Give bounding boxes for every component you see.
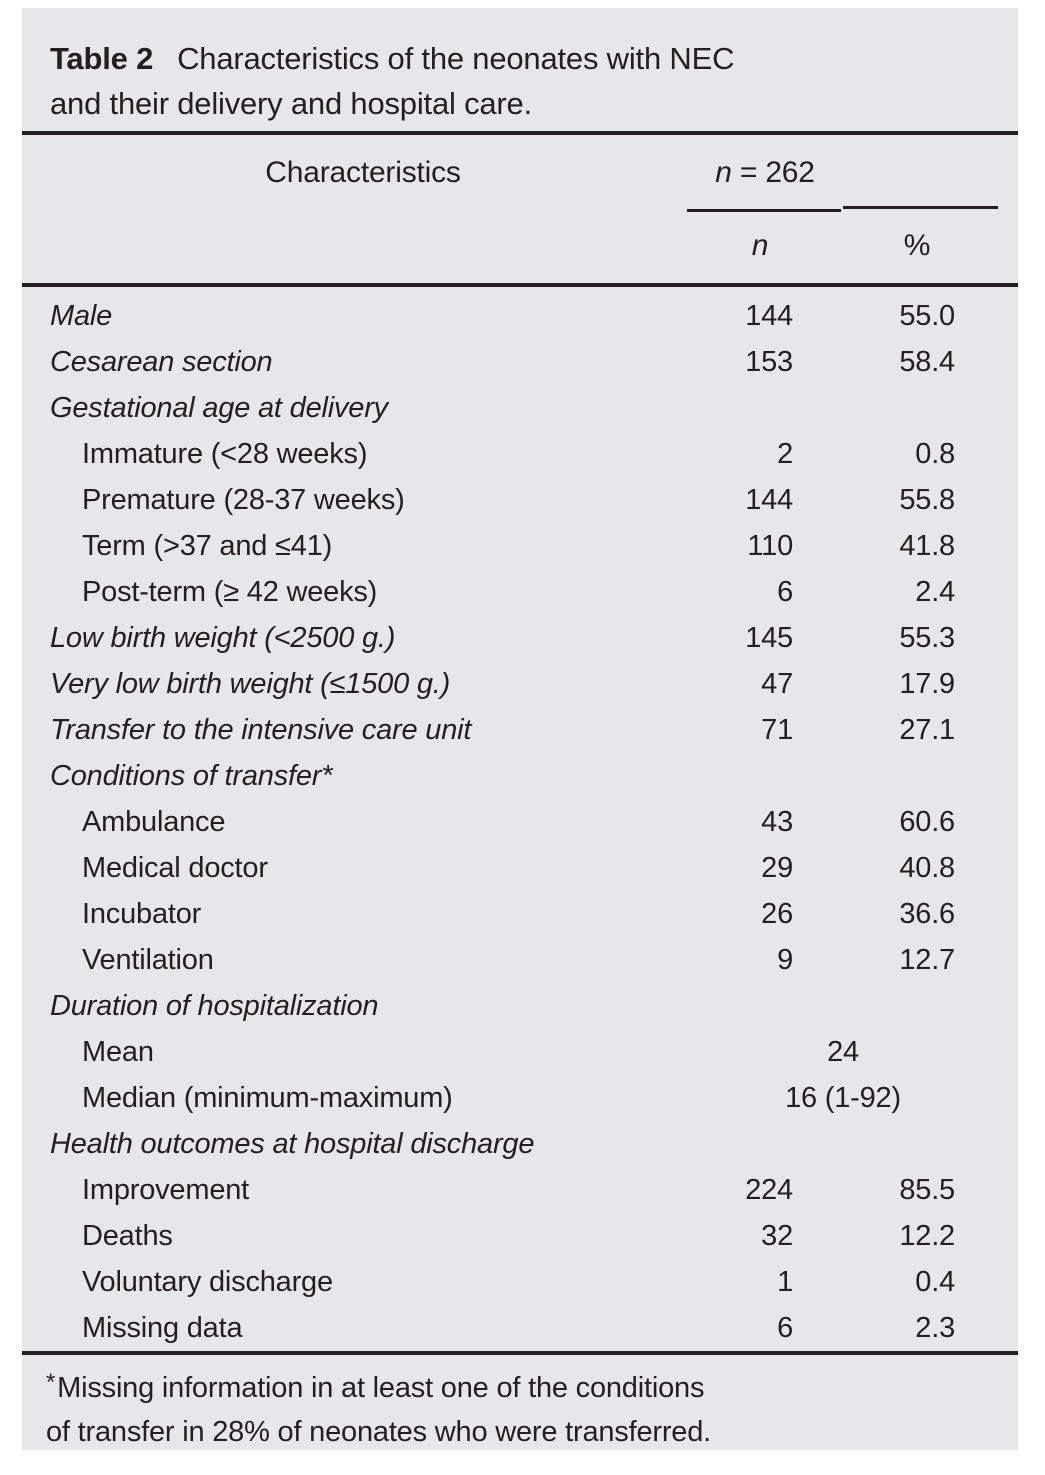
table-row: [22, 615, 1018, 661]
table-row: [22, 661, 1018, 707]
group-header-value: = 262: [731, 156, 815, 189]
caption-text-line2: and their delivery and hospital care.: [50, 86, 533, 121]
table-row: [22, 1305, 1018, 1351]
row-pct-value: 58.4: [899, 346, 955, 378]
row-span-value: 24: [827, 1036, 859, 1068]
row-n-value: 144: [745, 484, 793, 516]
row-pct-value: 27.1: [899, 714, 955, 746]
row-label: Very low birth weight (≤1500 g.): [50, 668, 451, 700]
row-label: Median (minimum-maximum): [82, 1082, 453, 1114]
row-n-value: 9: [777, 944, 793, 976]
row-label: Medical doctor: [82, 852, 268, 884]
row-pct-value: 17.9: [899, 668, 955, 700]
footnote-text-line1: Missing information in at least one of the conditions: [57, 1372, 705, 1404]
table-row: [22, 523, 1018, 569]
row-label: Incubator: [82, 898, 202, 930]
group-underline-left: [687, 209, 841, 212]
row-n-value: [683, 385, 793, 431]
row-pct-value: 12.2: [899, 1220, 955, 1252]
row-pct-value: 12.7: [899, 944, 955, 976]
row-n-value: 224: [745, 1174, 793, 1206]
row-pct-value: 0.4: [915, 1266, 955, 1298]
row-pct-value: 0.8: [915, 438, 955, 470]
row-span-value: 16 (1-92): [785, 1082, 901, 1114]
table-row: [22, 707, 1018, 753]
footnote-asterisk: *: [46, 1369, 56, 1396]
table-row: [22, 1213, 1018, 1259]
row-label: Missing data: [82, 1312, 243, 1344]
caption-line-1: [50, 36, 982, 81]
row-label: Term (>37 and ≤41): [82, 530, 333, 562]
row-pct-value: 85.5: [899, 1174, 955, 1206]
column-group-header-n262: [715, 158, 815, 188]
caption-text-line1: Characteristics of the neonates with NEC: [177, 41, 735, 76]
row-n-value: 43: [761, 806, 793, 838]
row-label: Health outcomes at hospital discharge: [50, 1128, 535, 1160]
row-n-value: 6: [777, 1312, 793, 1344]
row-n-value: 153: [745, 346, 793, 378]
row-n-value: 26: [761, 898, 793, 930]
table-row: [22, 799, 1018, 845]
table-row: [22, 569, 1018, 615]
table-header: [22, 135, 1018, 283]
row-n-value: 2: [777, 438, 793, 470]
row-label: Post-term (≥ 42 weeks): [82, 576, 378, 608]
row-n-value: 6: [777, 576, 793, 608]
table-number-label: Table 2: [50, 41, 154, 76]
row-n-value: 29: [761, 852, 793, 884]
row-label: Deaths: [82, 1220, 173, 1252]
row-label: Cesarean section: [50, 346, 273, 378]
table-row: [22, 983, 1018, 1029]
row-pct-value: 36.6: [899, 898, 955, 930]
table-row: [22, 1075, 1018, 1121]
row-pct-value: 2.4: [915, 576, 955, 608]
column-header-percent: %: [903, 229, 931, 262]
row-pct-value: 2.3: [915, 1312, 955, 1344]
table-row: [22, 845, 1018, 891]
table-panel: [22, 8, 1018, 1450]
row-pct-value: 41.8: [899, 530, 955, 562]
group-underline-right: [843, 206, 998, 209]
row-label: Improvement: [82, 1174, 250, 1206]
row-label: Voluntary discharge: [82, 1266, 333, 1298]
footnote-line-1: [46, 1367, 982, 1411]
row-pct-value: [793, 753, 955, 799]
table-row: [22, 1259, 1018, 1305]
table-row: [22, 339, 1018, 385]
row-label: Male: [50, 300, 113, 332]
row-pct-value: [793, 1121, 955, 1167]
row-pct-value: 55.0: [899, 300, 955, 332]
row-n-value: 71: [761, 714, 793, 746]
table-row: [22, 293, 1018, 339]
row-n-value: [683, 1121, 793, 1167]
row-n-value: [683, 983, 793, 1029]
table-row: [22, 891, 1018, 937]
table-footnote: [22, 1355, 1018, 1450]
column-header-n: n: [751, 229, 769, 262]
table-row: [22, 1121, 1018, 1167]
table-caption: [22, 8, 1018, 131]
row-label: Conditions of transfer*: [50, 760, 333, 792]
row-n-value: [683, 753, 793, 799]
row-label: Low birth weight (<2500 g.): [50, 622, 396, 654]
row-n-value: 1: [777, 1266, 793, 1298]
row-pct-value: 40.8: [899, 852, 955, 884]
row-label: Immature (<28 weeks): [82, 438, 368, 470]
row-pct-value: [793, 385, 955, 431]
row-label: Mean: [82, 1036, 154, 1068]
row-label: Premature (28-37 weeks): [82, 484, 405, 516]
table-row: [22, 1167, 1018, 1213]
table-row: [22, 753, 1018, 799]
table-body: [22, 287, 1018, 1351]
row-pct-value: 60.6: [899, 806, 955, 838]
row-label: Ambulance: [82, 806, 226, 838]
column-header-characteristics: Characteristics: [265, 156, 461, 189]
table-row: [22, 431, 1018, 477]
row-label: Duration of hospitalization: [50, 990, 379, 1022]
table-row: [22, 937, 1018, 983]
row-n-value: 32: [761, 1220, 793, 1252]
row-label: Ventilation: [82, 944, 214, 976]
row-pct-value: [793, 983, 955, 1029]
row-label: Gestational age at delivery: [50, 392, 388, 424]
footnote-text-line2: of transfer in 28% of neonates who were transferred.: [46, 1416, 712, 1448]
row-n-value: 144: [745, 300, 793, 332]
group-header-variable: n: [715, 156, 732, 189]
row-pct-value: 55.8: [899, 484, 955, 516]
row-label: Transfer to the intensive care unit: [50, 714, 472, 746]
row-n-value: 110: [747, 530, 793, 562]
row-n-value: 47: [761, 668, 793, 700]
table-row: [22, 385, 1018, 431]
row-pct-value: 55.3: [899, 622, 955, 654]
table-row: [22, 1029, 1018, 1075]
table-row: [22, 477, 1018, 523]
row-n-value: 145: [745, 622, 793, 654]
